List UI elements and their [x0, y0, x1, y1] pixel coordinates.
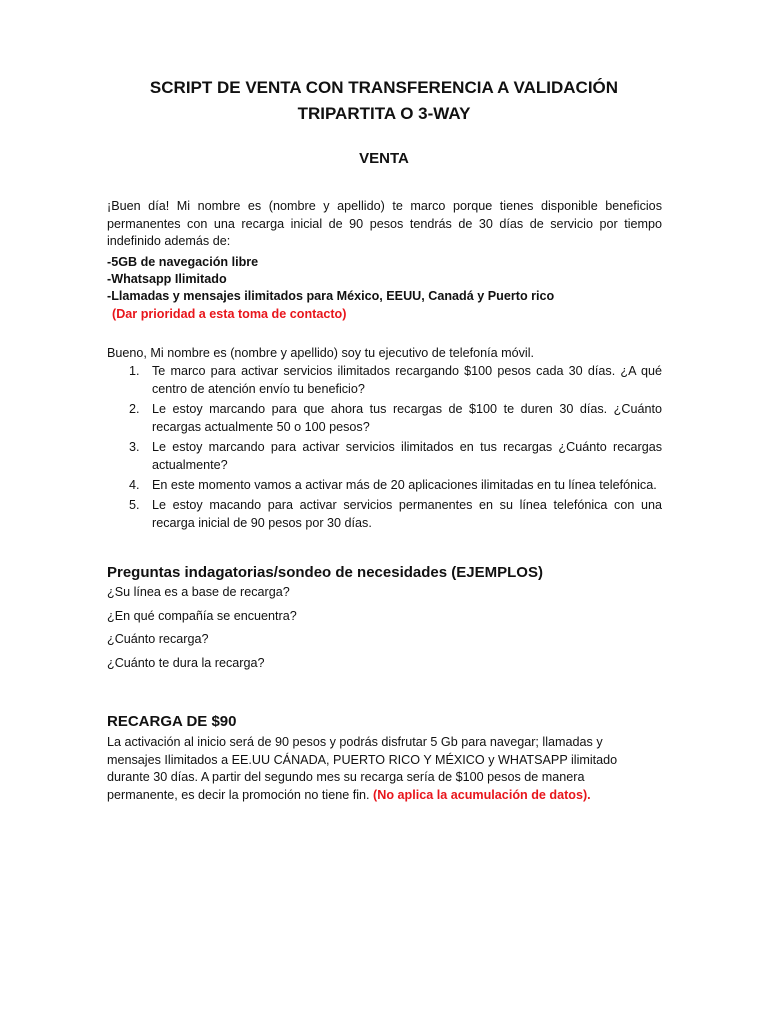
list-item — [107, 438, 662, 474]
document-title-line-1: SCRIPT DE VENTA CON TRANSFERENCIA A VALIDACIÓN — [149, 78, 619, 97]
question-item: ¿Cuánto te dura la recarga? — [107, 656, 265, 670]
benefit-item-calls: -Llamadas y mensajes ilimitados para México, EEUU, Canadá y Puerto rico — [107, 289, 555, 303]
benefit-item-whatsapp: -Whatsapp Ilimitado — [107, 272, 227, 286]
list-item-text: En este momento vamos a activar más de 20 aplicaciones ilimitadas en tu línea telefónica. — [152, 478, 657, 492]
priority-note: (Dar prioridad a esta toma de contacto) — [112, 307, 347, 321]
list-item-text: Le estoy marcando para que ahora tus recargas de $100 te duren 30 días. ¿Cuánto recargas actualmente 50 o 100 pesos? — [152, 402, 662, 434]
list-item — [107, 362, 662, 398]
recarga-heading: RECARGA DE $90 — [107, 713, 237, 730]
list-number: 3. — [129, 440, 140, 454]
pitch-numbered-list — [107, 362, 662, 534]
list-item — [107, 496, 662, 532]
list-number: 1. — [129, 364, 140, 378]
section-title-venta: VENTA — [359, 150, 409, 167]
document-title-line-2: TRIPARTITA O 3-WAY — [297, 104, 471, 123]
list-number: 2. — [129, 402, 140, 416]
list-number: 4. — [129, 478, 140, 492]
questions-heading: Preguntas indagatorias/sondeo de necesidades (EJEMPLOS) — [107, 564, 543, 581]
question-item: ¿Su línea es a base de recarga? — [107, 585, 290, 599]
list-item-text: Le estoy marcando para activar servicios ilimitados en tus recargas ¿Cuánto recargas actualmente? — [152, 440, 662, 472]
intro-paragraph: ¡Buen día! Mi nombre es (nombre y apellido) te marco porque tienes disponible beneficios permanentes con una recarga inicial de 90 pesos tendrás de 30 días de servicio por tiempo indefinido además de: — [107, 199, 662, 248]
list-item-text: Te marco para activar servicios ilimitados recargando $100 pesos cada 30 días. ¿A qué centro de atención envío tu beneficio? — [152, 364, 662, 396]
list-item-text: Le estoy macando para activar servicios permanentes en su línea telefónica con una recarga inicial de 90 pesos por 30 días. — [152, 498, 662, 530]
intro-bueno-paragraph: Bueno, Mi nombre es (nombre y apellido) soy tu ejecutivo de telefonía móvil. — [107, 346, 535, 360]
list-item — [107, 476, 662, 494]
list-item — [107, 400, 662, 436]
list-number: 5. — [129, 498, 140, 512]
recarga-paragraph — [107, 734, 627, 804]
question-item: ¿En qué compañía se encuentra? — [107, 609, 297, 623]
recarga-text: La activación al inicio será de 90 pesos y podrás disfrutar 5 Gb para navegar; llamadas y mensajes Ilimitados a EE.UU CÁNADA, PUERTO RICO Y MÉXICO y WHATSAPP ilimitado durante 30 días. A partir del segundo mes su recarga sería de $100 pesos de manera permanente, es decir la promoción no tiene fin. — [107, 735, 618, 802]
question-item: ¿Cuánto recarga? — [107, 632, 209, 646]
recarga-note: (No aplica la acumulación de datos). — [373, 787, 591, 802]
benefit-item-data: -5GB de navegación libre — [107, 255, 259, 269]
